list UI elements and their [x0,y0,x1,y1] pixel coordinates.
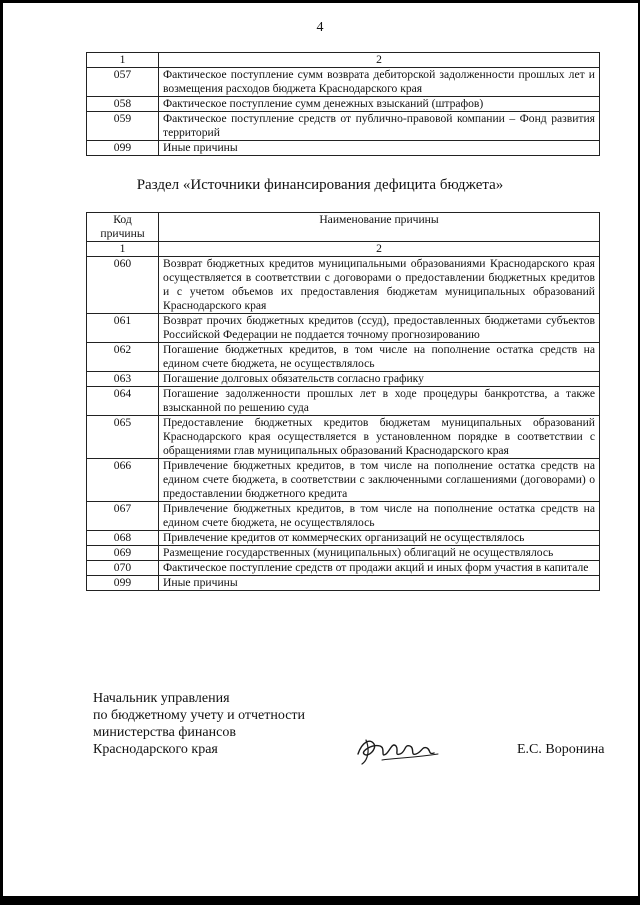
reason-code: 068 [87,531,159,546]
column-header-code: Код причины [87,213,159,242]
scan-edge-top [0,0,640,3]
reason-code: 059 [87,112,159,141]
table-row [87,68,600,97]
reason-name: Погашение долговых обязательств согласно графику [159,372,600,387]
reason-code: 058 [87,97,159,112]
table-row [87,97,600,112]
reason-name: Фактическое поступление средств от публично-правовой компании – Фонд развития территорий [159,112,600,141]
reason-code: 065 [87,416,159,459]
reason-name: Привлечение бюджетных кредитов, в том числе на пополнение остатка средств на едином счете бюджета, не осуществлялось [159,502,600,531]
reason-name: Фактическое поступление сумм денежных взысканий (штрафов) [159,97,600,112]
scan-edge-bottom [0,896,640,905]
signer-position [93,690,305,758]
reason-name: Погашение задолженности прошлых лет в ходе процедуры банкротства, а также взысканной по решению суда [159,387,600,416]
handwritten-signature [352,724,444,772]
position-line: Начальник управления [93,691,230,706]
table-row [87,387,600,416]
reason-name: Иные причины [159,576,600,591]
table-index-row [87,242,600,257]
reason-name: Размещение государственных (муниципальных) облигаций не осуществлялось [159,546,600,561]
table-row [87,314,600,343]
page-number: 4 [316,20,324,35]
index-cell: 1 [87,242,159,257]
signer-name: Е.С. Воронина [517,742,605,757]
index-cell: 1 [87,53,159,68]
table-row [87,343,600,372]
reason-name: Иные причины [159,141,600,156]
reason-code: 060 [87,257,159,314]
reason-code: 070 [87,561,159,576]
reason-name: Фактическое поступление средств от продажи акций и иных форм участия в капитале [159,561,600,576]
reason-name: Возврат бюджетных кредитов муниципальными образованиями Краснодарского края осуществляется в соответствии с договорами о предоставлении бюджетных кредитов и с учетом объемов их предоставления бюджетам муниципальных образований Краснодарского края [159,257,600,314]
table-row [87,416,600,459]
reason-name: Возврат прочих бюджетных кредитов (ссуд), предоставленных бюджетами субъектов Российской Федерации не поддается точному прогнозированию [159,314,600,343]
reason-name: Фактическое поступление сумм возврата дебиторской задолженности прошлых лет и возмещения расходов бюджета Краснодарского края [159,68,600,97]
column-header-name: Наименование причины [159,213,600,242]
section-title: Раздел «Источники финансирования дефицита бюджета» [136,177,504,193]
position-line: по бюджетному учету и отчетности [93,708,306,723]
reason-code: 069 [87,546,159,561]
scan-edge-left [0,0,3,905]
reason-code: 057 [87,68,159,97]
reason-code: 061 [87,314,159,343]
reason-code: 066 [87,459,159,502]
reasons-table-continued [86,52,600,156]
reason-code: 064 [87,387,159,416]
table-row [87,257,600,314]
position-line: министерства финансов [93,725,236,740]
reason-code: 063 [87,372,159,387]
reason-code: 067 [87,502,159,531]
table-header-row [87,213,600,242]
table-index-row [87,53,600,68]
reason-name: Привлечение кредитов от коммерческих организаций не осуществлялось [159,531,600,546]
reason-name: Погашение бюджетных кредитов, в том числе на пополнение остатка средств на едином счете бюджета, не осуществлялось [159,343,600,372]
index-cell: 2 [159,242,600,257]
reason-name: Привлечение бюджетных кредитов, в том числе на пополнение остатка средств на едином счете бюджета, в соответствии с заключенными соглашениями (договорами) о предоставлении бюджетного кредита [159,459,600,502]
table-row [87,531,600,546]
reasons-table-financing [86,212,600,591]
table-row [87,112,600,141]
table-row [87,372,600,387]
table-row [87,502,600,531]
table-row [87,546,600,561]
table-row [87,576,600,591]
table-row [87,561,600,576]
reason-code: 062 [87,343,159,372]
reason-code: 099 [87,141,159,156]
table-row [87,141,600,156]
reason-name: Предоставление бюджетных кредитов бюджетам муниципальных образований Краснодарского края осуществляется в установленном порядке в соответствии с обращениями глав муниципальных образований Краснодарского края [159,416,600,459]
index-cell: 2 [159,53,600,68]
position-line: Краснодарского края [93,742,218,757]
reason-code: 099 [87,576,159,591]
table-row [87,459,600,502]
